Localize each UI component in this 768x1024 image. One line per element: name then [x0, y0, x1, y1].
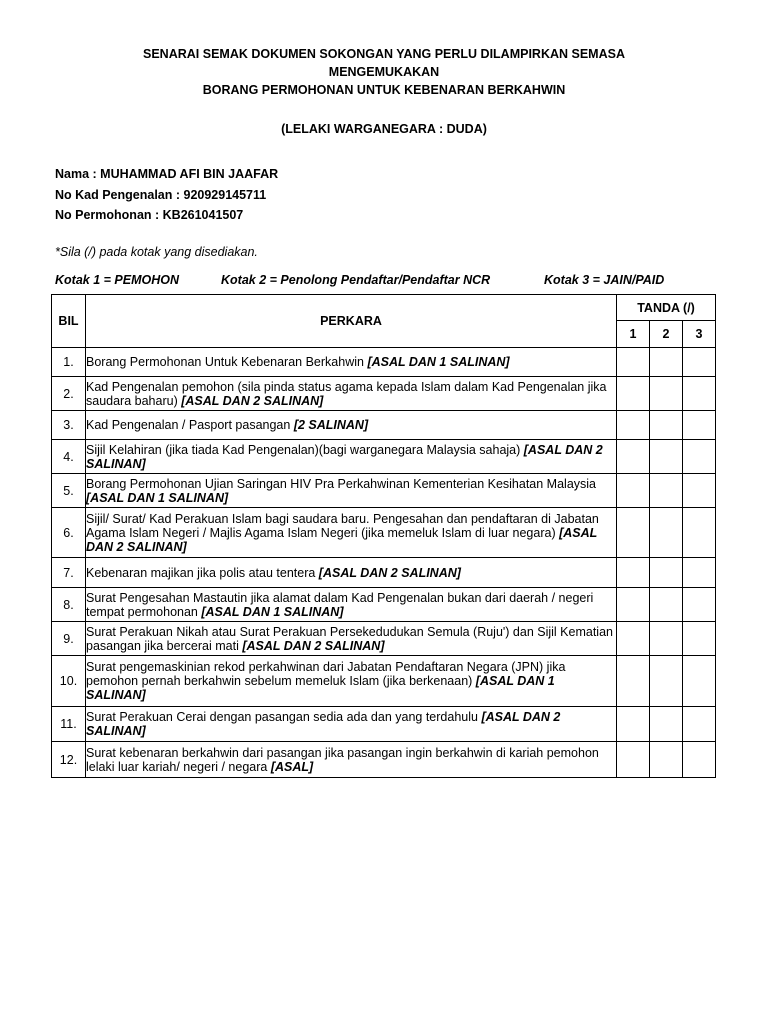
- row-number: 11.: [52, 707, 86, 742]
- checkbox-1[interactable]: [617, 440, 650, 474]
- checkbox-3[interactable]: [683, 411, 716, 440]
- legend-box-1: Kotak 1 = PEMOHON: [55, 273, 179, 287]
- checkbox-2[interactable]: [650, 377, 683, 411]
- row-item: [86, 348, 617, 377]
- row-item: [86, 377, 617, 411]
- row-item: [86, 474, 617, 508]
- row-item: [86, 588, 617, 622]
- checkbox-2[interactable]: [650, 622, 683, 656]
- row-item: [86, 411, 617, 440]
- checkbox-3[interactable]: [683, 440, 716, 474]
- row-item-requirement: [ASAL DAN 1 SALINAN]: [86, 490, 229, 505]
- checkbox-2[interactable]: [650, 411, 683, 440]
- table-row: [52, 411, 716, 440]
- row-item-text: Sijil Kelahiran (jika tiada Kad Pengenalan)(bagi warganegara Malaysia sahaja): [86, 442, 524, 457]
- row-item-text: Borang Permohonan Ujian Saringan HIV Pra Perkahwinan Kementerian Kesihatan Malaysia: [86, 476, 597, 491]
- table-row: [52, 656, 716, 707]
- checkbox-2[interactable]: [650, 656, 683, 707]
- row-item-text: Sijil/ Surat/ Kad Perakuan Islam bagi saudara baru. Pengesahan dan pendaftaran di Jabatan Agama Islam Negeri / Majlis Agama Islam Negeri (jika memeluk Islam di luar negara): [86, 511, 599, 540]
- document-subtitle: (LELAKI WARGANEGARA : DUDA): [281, 122, 487, 136]
- checklist-rows: [52, 348, 716, 778]
- legend-box-3: Kotak 3 = JAIN/PAID: [544, 273, 665, 287]
- table-row: [52, 558, 716, 588]
- row-item: [86, 707, 617, 742]
- row-number: 7.: [52, 558, 86, 588]
- instruction-note: *Sila (/) pada kotak yang disediakan.: [55, 245, 258, 259]
- checkbox-1[interactable]: [617, 508, 650, 558]
- checkbox-3[interactable]: [683, 588, 716, 622]
- header-tanda: TANDA (/): [617, 295, 716, 321]
- checkbox-1[interactable]: [617, 707, 650, 742]
- checkbox-1[interactable]: [617, 411, 650, 440]
- row-item-text: Borang Permohonan Untuk Kebenaran Berkahwin: [86, 355, 368, 369]
- checkbox-3[interactable]: [683, 377, 716, 411]
- legend-box-2: Kotak 2 = Penolong Pendaftar/Pendaftar NCR: [221, 273, 491, 287]
- row-item-requirement: [ASAL DAN 2 SALINAN]: [242, 638, 385, 653]
- row-item-requirement: [ASAL DAN 2 SALINAN]: [318, 565, 461, 580]
- table-row: [52, 742, 716, 778]
- row-number: 3.: [52, 411, 86, 440]
- checkbox-3[interactable]: [683, 348, 716, 377]
- checkbox-1[interactable]: [617, 622, 650, 656]
- table-row: [52, 508, 716, 558]
- row-item: [86, 440, 617, 474]
- row-item: [86, 558, 617, 588]
- row-number: 12.: [52, 742, 86, 778]
- row-number: 9.: [52, 622, 86, 656]
- title-line-3: BORANG PERMOHONAN UNTUK KEBENARAN BERKAHWIN: [202, 83, 566, 97]
- applicant-application-no: No Permohonan : KB261041507: [55, 208, 244, 222]
- row-item-requirement: [ASAL DAN 1 SALINAN]: [201, 604, 344, 619]
- checkbox-3[interactable]: [683, 742, 716, 778]
- applicant-ic: No Kad Pengenalan : 920929145711: [55, 187, 267, 202]
- row-number: 4.: [52, 440, 86, 474]
- row-number: 6.: [52, 508, 86, 558]
- applicant-info: [55, 164, 278, 226]
- checkbox-3[interactable]: [683, 622, 716, 656]
- checkbox-1[interactable]: [617, 558, 650, 588]
- title-line-2: MENGEMUKAKAN: [328, 65, 440, 79]
- checkbox-1[interactable]: [617, 742, 650, 778]
- checkbox-1[interactable]: [617, 474, 650, 508]
- table-row: [52, 622, 716, 656]
- row-number: 2.: [52, 377, 86, 411]
- row-item-requirement: [ASAL]: [270, 759, 314, 774]
- row-item-text: Surat kebenaran berkahwin dari pasangan jika pasangan ingin berkahwin di kariah pemohon lelaki luar kariah/ negeri / negara: [86, 745, 599, 774]
- row-item-text: Kad Pengenalan / Pasport pasangan: [86, 418, 294, 432]
- checkbox-2[interactable]: [650, 474, 683, 508]
- table-row: [52, 474, 716, 508]
- checkbox-2[interactable]: [650, 440, 683, 474]
- header-bil: BIL: [52, 295, 86, 348]
- row-item-text: Kad Pengenalan pemohon (sila pinda status agama kepada Islam dalam Kad Pengenalan jika saudara baharu): [86, 379, 607, 408]
- row-item-text: Surat Pengesahan Mastautin jika alamat dalam Kad Pengenalan bukan dari daerah / negeri tempat permohonan: [86, 590, 594, 619]
- table-row: [52, 440, 716, 474]
- checkbox-3[interactable]: [683, 558, 716, 588]
- row-item: [86, 656, 617, 707]
- checkbox-2[interactable]: [650, 588, 683, 622]
- row-item-requirement: [ASAL DAN 2 SALINAN]: [181, 393, 324, 408]
- row-item: [86, 508, 617, 558]
- row-item: [86, 622, 617, 656]
- document-title: [60, 45, 708, 99]
- checkbox-1[interactable]: [617, 348, 650, 377]
- checkbox-2[interactable]: [650, 707, 683, 742]
- checkbox-2[interactable]: [650, 508, 683, 558]
- row-item-requirement: [2 SALINAN]: [293, 418, 369, 432]
- checkbox-2[interactable]: [650, 558, 683, 588]
- row-item-text: Surat pengemaskinian rekod perkahwinan dari Jabatan Pendaftaran Negara (JPN) jika pemohon pernah berkahwin sebelum memeluk Islam (jika berkenaan): [86, 660, 566, 688]
- row-number: 1.: [52, 348, 86, 377]
- row-item-text: Surat Perakuan Cerai dengan pasangan sedia ada dan yang terdahulu: [86, 710, 482, 724]
- table-row: [52, 377, 716, 411]
- row-item-requirement: [ASAL DAN 1 SALINAN]: [86, 674, 555, 702]
- checkbox-1[interactable]: [617, 656, 650, 707]
- checkbox-1[interactable]: [617, 588, 650, 622]
- checkbox-2[interactable]: [650, 348, 683, 377]
- row-item-text: Kebenaran majikan jika polis atau tentera: [86, 565, 319, 580]
- checkbox-2[interactable]: [650, 742, 683, 778]
- row-item: [86, 742, 617, 778]
- checkbox-1[interactable]: [617, 377, 650, 411]
- checkbox-3[interactable]: [683, 508, 716, 558]
- table-row: [52, 348, 716, 377]
- row-item-requirement: [ASAL DAN 2 SALINAN]: [86, 442, 603, 471]
- table-row: [52, 707, 716, 742]
- title-line-1: SENARAI SEMAK DOKUMEN SOKONGAN YANG PERLU DILAMPIRKAN SEMASA: [143, 47, 625, 61]
- row-item-text: Surat Perakuan Nikah atau Surat Perakuan Persekedudukan Semula (Ruju') dan Sijil Kematian pasangan jika bercerai mati: [86, 624, 613, 653]
- header-perkara: PERKARA: [86, 295, 617, 348]
- header-box-1: 1: [617, 321, 650, 348]
- row-item-requirement: [ASAL DAN 2 SALINAN]: [86, 710, 561, 738]
- checkbox-3[interactable]: [683, 474, 716, 508]
- header-box-2: 2: [650, 321, 683, 348]
- row-number: 5.: [52, 474, 86, 508]
- checkbox-3[interactable]: [683, 707, 716, 742]
- row-item-requirement: [ASAL DAN 1 SALINAN]: [367, 355, 510, 369]
- row-number: 10.: [52, 656, 86, 707]
- header-box-3: 3: [683, 321, 716, 348]
- checkbox-3[interactable]: [683, 656, 716, 707]
- table-row: [52, 588, 716, 622]
- checklist-table: [51, 294, 716, 778]
- applicant-name: Nama : MUHAMMAD AFI BIN JAAFAR: [55, 167, 279, 181]
- row-number: 8.: [52, 588, 86, 622]
- row-item-requirement: [ASAL DAN 2 SALINAN]: [86, 525, 598, 554]
